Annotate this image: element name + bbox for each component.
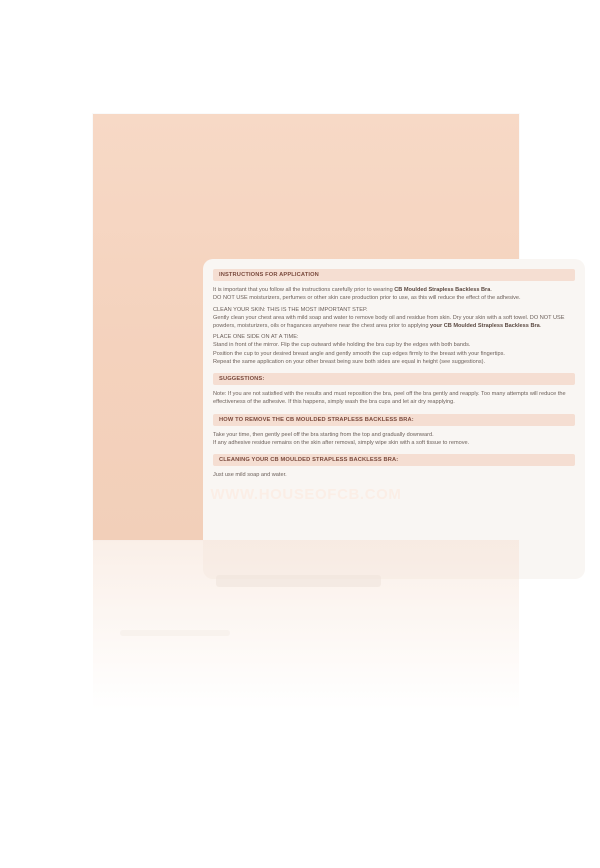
reflection-text-mark [120, 630, 230, 636]
cleaning-heading: CLEANING YOUR CB MOULDED STRAPLESS BACKLESS BRA: [213, 454, 575, 466]
remove-heading: HOW TO REMOVE THE CB MOULDED STRAPLESS BACKLESS BRA: [213, 414, 575, 426]
cleaning-body: Just use mild soap and water. [213, 472, 287, 479]
instructions-panel [203, 259, 585, 579]
suggestions-heading: SUGGESTIONS: [213, 373, 575, 385]
application-step-clean: CLEAN YOUR SKIN: THIS IS THE MOST IMPORTANT STEP. Gently clean your chest area with mild soap and water to remove body oil and residue from skin. Dry your skin with a soft towel. DO NOT USE powders, moisturizers, oils or fragances anywhere near the chest area prior to applying your CB Moulded Strapless Backless Bra. [213, 306, 565, 330]
box-reflection [93, 540, 519, 740]
application-intro: It is important that you follow all the instructions carefully prior to wearing CB Moulded Strapless Backless Bra. DO NOT USE moisturizers, perfumes or other skin care production prior to use, as this will reduce the effect of the adhesive. [213, 287, 521, 302]
reflection-url-mark [216, 575, 381, 587]
suggestions-body: Note: If you are not satisfied with the results and must reposition the bra, peel off the bra gently and reapply. Too many attempts will reduce the effectiveness of the adhesive. If this happens, simply wash the bra cups and let air dry reapplying. [213, 391, 566, 406]
remove-body: Take your time, then gently peel off the bra starting from the top and gradually downward. If any adhesive residue remains on the skin after removal, simply wipe skin with a soft tissue to remove. [213, 431, 470, 447]
website-url: WWW.HOUSEOFCB.COM [210, 486, 402, 503]
application-step-place: PLACE ONE SIDE ON AT A TIME: Stand in front of the mirror. Flip the cup outward while holding the bra cup by the edges with both bands. Position the cup to your desired breast angle and gently smooth the cup edges firmly to the breast with your fingertips. Repeat the same application on your other breast being sure both sides are equal in height (see suggestions). [213, 334, 505, 365]
product-box-back [93, 114, 566, 540]
application-heading: INSTRUCTIONS FOR APPLICATION [213, 269, 575, 281]
